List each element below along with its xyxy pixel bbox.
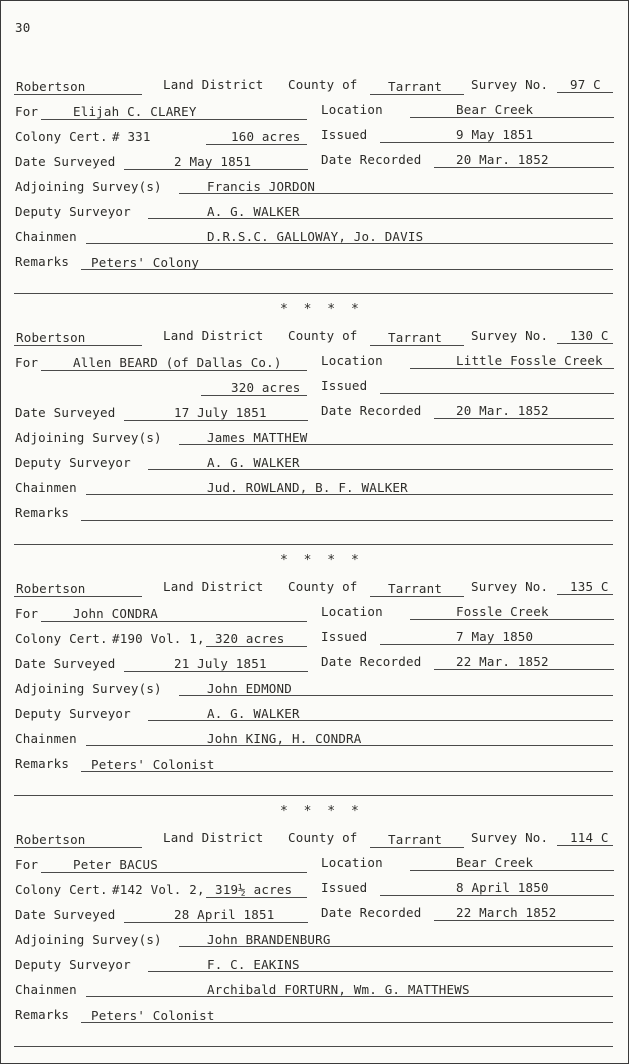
- adjoining-value: Francis JORDON: [207, 179, 316, 194]
- survey-no-label: Survey No.: [471, 77, 549, 92]
- date-surveyed-line: [124, 169, 308, 170]
- colony-cert-label: Colony Cert.: [15, 631, 108, 646]
- chainmen-value: Archibald FORTURN, Wm. G. MATTHEWS: [207, 982, 470, 997]
- date-recorded-label: Date Recorded: [321, 654, 422, 669]
- acres-line: [206, 144, 307, 145]
- adjoining-value: John BRANDENBURG: [207, 932, 331, 947]
- acres-value: 320 acres: [215, 631, 285, 646]
- chainmen-label: Chainmen: [15, 229, 77, 244]
- date-recorded-value: 20 Mar. 1852: [456, 403, 549, 418]
- deputy-line: [148, 218, 613, 219]
- remarks-value: Peters' Colonist: [91, 757, 215, 772]
- issued-value: 9 May 1851: [456, 127, 534, 142]
- county-value: Tarrant: [388, 832, 443, 847]
- location-line: [410, 117, 614, 118]
- grantee-line: [41, 872, 307, 873]
- chainmen-value: D.R.S.C. GALLOWAY, Jo. DAVIS: [207, 229, 424, 244]
- date-surveyed-line: [124, 922, 308, 923]
- county-label: County of: [288, 328, 358, 343]
- for-label: For: [15, 857, 39, 872]
- deputy-label: Deputy Surveyor: [15, 204, 131, 219]
- district-line: [14, 847, 142, 848]
- issued-label: Issued: [321, 378, 368, 393]
- date-recorded-label: Date Recorded: [321, 905, 422, 920]
- record-separator: * * * *: [280, 302, 363, 317]
- deputy-value: A. G. WALKER: [207, 706, 300, 721]
- location-value: Fossle Creek: [456, 604, 549, 619]
- chainmen-label: Chainmen: [15, 982, 77, 997]
- chainmen-line: [86, 745, 613, 746]
- remarks-label: Remarks: [15, 505, 70, 520]
- page-number: 30: [15, 20, 31, 35]
- survey-no-label: Survey No.: [471, 830, 549, 845]
- location-line: [410, 870, 614, 871]
- county-label: County of: [288, 579, 358, 594]
- cert-value: # 331: [112, 129, 151, 144]
- issued-label: Issued: [321, 629, 368, 644]
- acres-line: [206, 646, 307, 647]
- chainmen-value: Jud. ROWLAND, B. F. WALKER: [207, 480, 408, 495]
- for-label: For: [15, 355, 39, 370]
- deputy-value: F. C. EAKINS: [207, 957, 300, 972]
- adjoining-line: [179, 946, 613, 947]
- colony-cert-label: Colony Cert.: [15, 882, 108, 897]
- survey-no-value: 130 C: [570, 328, 609, 343]
- county-line: [370, 345, 464, 346]
- deputy-line: [148, 469, 613, 470]
- date-recorded-value: 20 Mar. 1852: [456, 152, 549, 167]
- issued-line: [380, 644, 614, 645]
- date-recorded-line: [434, 418, 614, 419]
- adjoining-line: [179, 193, 613, 194]
- location-label: Location: [321, 855, 383, 870]
- chainmen-line: [86, 996, 613, 997]
- county-value: Tarrant: [388, 581, 443, 596]
- survey-no-line: [557, 845, 613, 846]
- adjoining-value: John EDMOND: [207, 681, 292, 696]
- county-label: County of: [288, 830, 358, 845]
- date-recorded-label: Date Recorded: [321, 403, 422, 418]
- date-surveyed-value: 2 May 1851: [174, 154, 252, 169]
- location-value: Bear Creek: [456, 855, 534, 870]
- for-label: For: [15, 606, 39, 621]
- survey-no-label: Survey No.: [471, 328, 549, 343]
- deputy-line: [148, 720, 613, 721]
- record-separator: * * * *: [280, 553, 363, 568]
- remarks-continuation-line: [14, 1046, 613, 1047]
- remarks-value: Peters' Colonist: [91, 1008, 215, 1023]
- date-recorded-line: [434, 167, 614, 168]
- date-surveyed-label: Date Surveyed: [15, 154, 116, 169]
- date-surveyed-label: Date Surveyed: [15, 405, 116, 420]
- remarks-label: Remarks: [15, 1007, 70, 1022]
- date-recorded-line: [434, 669, 614, 670]
- adjoining-label: Adjoining Survey(s): [15, 430, 162, 445]
- location-label: Location: [321, 353, 383, 368]
- remarks-value: Peters' Colony: [91, 255, 200, 270]
- adjoining-value: James MATTHEW: [207, 430, 308, 445]
- remarks-label: Remarks: [15, 254, 70, 269]
- deputy-label: Deputy Surveyor: [15, 957, 131, 972]
- date-surveyed-value: 28 April 1851: [174, 907, 275, 922]
- cert-value: #190 Vol. 1,: [112, 631, 205, 646]
- location-value: Bear Creek: [456, 102, 534, 117]
- district-value: Robertson: [16, 330, 86, 345]
- land-district-label: Land District: [163, 830, 264, 845]
- district-value: Robertson: [16, 581, 86, 596]
- remarks-line: [81, 520, 613, 521]
- issued-value: 7 May 1850: [456, 629, 534, 644]
- county-value: Tarrant: [388, 79, 443, 94]
- issued-label: Issued: [321, 880, 368, 895]
- grantee-line: [41, 370, 307, 371]
- date-recorded-label: Date Recorded: [321, 152, 422, 167]
- location-line: [410, 368, 614, 369]
- adjoining-label: Adjoining Survey(s): [15, 932, 162, 947]
- district-line: [14, 596, 142, 597]
- county-label: County of: [288, 77, 358, 92]
- county-value: Tarrant: [388, 330, 443, 345]
- land-district-label: Land District: [163, 579, 264, 594]
- grantee-line: [41, 621, 307, 622]
- deputy-line: [148, 971, 613, 972]
- grantee-value: Peter BACUS: [73, 857, 158, 872]
- date-recorded-value: 22 March 1852: [456, 905, 557, 920]
- issued-value: 8 April 1850: [456, 880, 549, 895]
- deputy-label: Deputy Surveyor: [15, 455, 131, 470]
- for-label: For: [15, 104, 39, 119]
- district-line: [14, 94, 142, 95]
- grantee-value: Elijah C. CLAREY: [73, 104, 197, 119]
- survey-no-line: [557, 343, 613, 344]
- remarks-continuation-line: [14, 293, 613, 294]
- remarks-label: Remarks: [15, 756, 70, 771]
- district-line: [14, 345, 142, 346]
- adjoining-line: [179, 695, 613, 696]
- district-value: Robertson: [16, 832, 86, 847]
- adjoining-label: Adjoining Survey(s): [15, 681, 162, 696]
- remarks-continuation-line: [14, 544, 613, 545]
- remarks-line: [81, 269, 613, 270]
- county-line: [370, 596, 464, 597]
- remarks-line: [81, 771, 613, 772]
- grantee-line: [41, 119, 307, 120]
- cert-value: #142 Vol. 2,: [112, 882, 205, 897]
- survey-no-line: [557, 92, 613, 93]
- date-recorded-value: 22 Mar. 1852: [456, 654, 549, 669]
- acres-value: 319½ acres: [215, 882, 293, 897]
- remarks-line: [81, 1022, 613, 1023]
- location-label: Location: [321, 604, 383, 619]
- date-surveyed-line: [124, 420, 308, 421]
- issued-label: Issued: [321, 127, 368, 142]
- issued-line: [380, 895, 614, 896]
- survey-no-label: Survey No.: [471, 579, 549, 594]
- deputy-label: Deputy Surveyor: [15, 706, 131, 721]
- adjoining-line: [179, 444, 613, 445]
- date-recorded-line: [434, 920, 614, 921]
- date-surveyed-line: [124, 671, 308, 672]
- acres-value: 320 acres: [231, 380, 301, 395]
- date-surveyed-value: 21 July 1851: [174, 656, 267, 671]
- acres-line: [201, 395, 307, 396]
- acres-value: 160 acres: [231, 129, 301, 144]
- issued-line: [380, 142, 614, 143]
- county-line: [370, 847, 464, 848]
- survey-no-value: 135 C: [570, 579, 609, 594]
- record-separator: * * * *: [280, 804, 363, 819]
- acres-line: [206, 897, 307, 898]
- location-label: Location: [321, 102, 383, 117]
- chainmen-line: [86, 243, 613, 244]
- chainmen-label: Chainmen: [15, 480, 77, 495]
- survey-no-line: [557, 594, 613, 595]
- chainmen-value: John KING, H. CONDRA: [207, 731, 362, 746]
- adjoining-label: Adjoining Survey(s): [15, 179, 162, 194]
- grantee-value: Allen BEARD (of Dallas Co.): [73, 355, 282, 370]
- date-surveyed-label: Date Surveyed: [15, 907, 116, 922]
- location-line: [410, 619, 614, 620]
- chainmen-label: Chainmen: [15, 731, 77, 746]
- survey-no-value: 97 C: [570, 77, 601, 92]
- land-district-label: Land District: [163, 77, 264, 92]
- district-value: Robertson: [16, 79, 86, 94]
- chainmen-line: [86, 494, 613, 495]
- survey-no-value: 114 C: [570, 830, 609, 845]
- deputy-value: A. G. WALKER: [207, 204, 300, 219]
- deputy-value: A. G. WALKER: [207, 455, 300, 470]
- date-surveyed-value: 17 July 1851: [174, 405, 267, 420]
- location-value: Little Fossle Creek: [456, 353, 603, 368]
- issued-line: [380, 393, 614, 394]
- county-line: [370, 94, 464, 95]
- grantee-value: John CONDRA: [73, 606, 158, 621]
- land-district-label: Land District: [163, 328, 264, 343]
- colony-cert-label: Colony Cert.: [15, 129, 108, 144]
- date-surveyed-label: Date Surveyed: [15, 656, 116, 671]
- remarks-continuation-line: [14, 795, 613, 796]
